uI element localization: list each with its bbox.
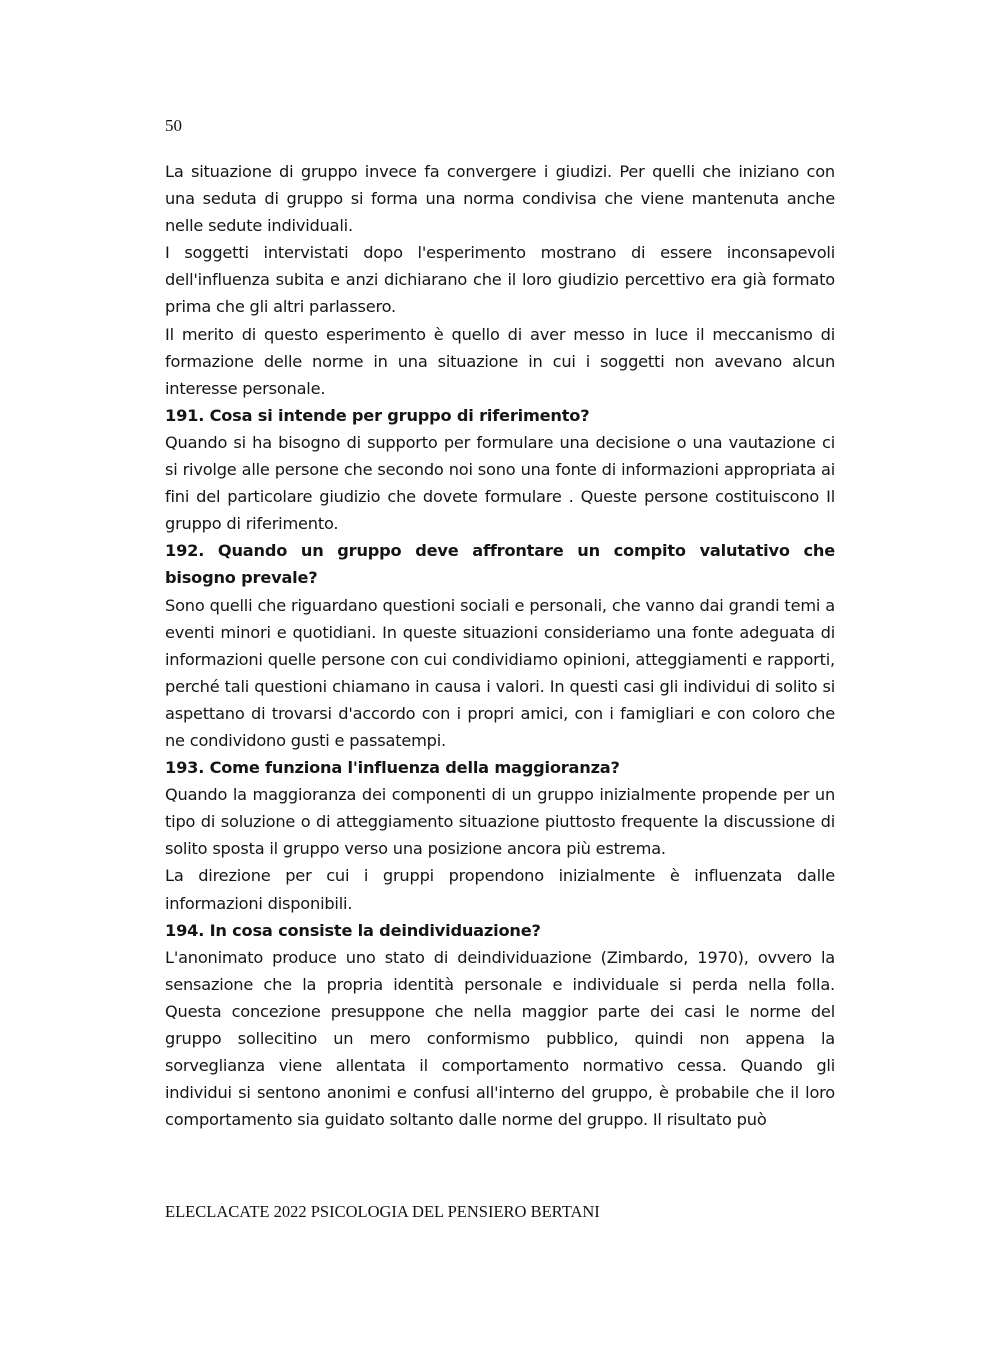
paragraph: Sono quelli che riguardano questioni sociali e personali, che vanno dai grandi temi a eventi minori e quotidiani. In queste situazioni consideriamo una fonte adeguata di informazioni quelle persone con cui condividiamo opinioni, atteggiamenti e rapporti, perché tali questioni chiamano in causa i valori. In questi casi gli individui di solito si aspettano di trovarsi d'accordo con i propri amici, con i famigliari e con coloro che ne condividono gusti e passatempi. xyxy=(165,595,835,750)
paragraph: Quando si ha bisogno di supporto per formulare una decisione o una vautazione ci si rivolge alle persone che secondo noi sono una fonte di informazioni appropriata ai fini del particolare giudizio che dovete formulare . Queste persone costituiscono Il gruppo di riferimento. xyxy=(165,432,835,534)
paragraph: I soggetti intervistati dopo l'esperimento mostrano di essere inconsapevoli dell'influenza subita e anzi dichiarano che il loro giudizio percettivo era già formato prima che gli altri parlassero. xyxy=(165,243,835,317)
paragraph: L'anonimato produce uno stato di deindividuazione (Zimbardo, 1970), ovvero la sensazione che la propria identità personale e individuale si perda nella folla. Questa concezione presuppone che nella maggior parte dei casi le norme del gruppo sollecitino un mero conformismo pubblico, quindi non appena la sorveglianza viene allentata il comportamento normativo cessa. Quando gli individui si sentono anonimi e confusi all'interno del gruppo, è probabile che il loro comportamento sia guidato soltanto dalle norme del gruppo. Il risultato può xyxy=(165,947,835,1130)
question-heading: 191. Cosa si intende per gruppo di riferimento? xyxy=(165,405,590,425)
page-body xyxy=(165,158,835,1133)
paragraph: La situazione di gruppo invece fa convergere i giudizi. Per quelli che iniziano con una seduta di gruppo si forma una norma condivisa che viene mantenuta anche nelle sedute individuali. xyxy=(165,162,835,236)
paragraph: Quando la maggioranza dei componenti di un gruppo inizialmente propende per un tipo di soluzione o di atteggiamento situazione piuttosto frequente la discussione di solito sposta il gruppo verso una posizione ancora più estrema. xyxy=(165,785,835,859)
question-heading: 194. In cosa consiste la deindividuazione? xyxy=(165,920,541,940)
question-heading: 192. Quando un gruppo deve affrontare un compito valutativo che bisogno prevale? xyxy=(165,541,835,588)
question-heading: 193. Come funziona l'influenza della maggioranza? xyxy=(165,758,620,778)
paragraph: La direzione per cui i gruppi propendono inizialmente è influenzata dalle informazioni disponibili. xyxy=(165,866,835,913)
paragraph: Il merito di questo esperimento è quello di aver messo in luce il meccanismo di formazione delle norme in una situazione in cui i soggetti non avevano alcun interesse personale. xyxy=(165,324,835,398)
page-number: 50 xyxy=(165,116,182,135)
page-footer: ELECLACATE 2022 PSICOLOGIA DEL PENSIERO BERTANI xyxy=(165,1202,600,1221)
